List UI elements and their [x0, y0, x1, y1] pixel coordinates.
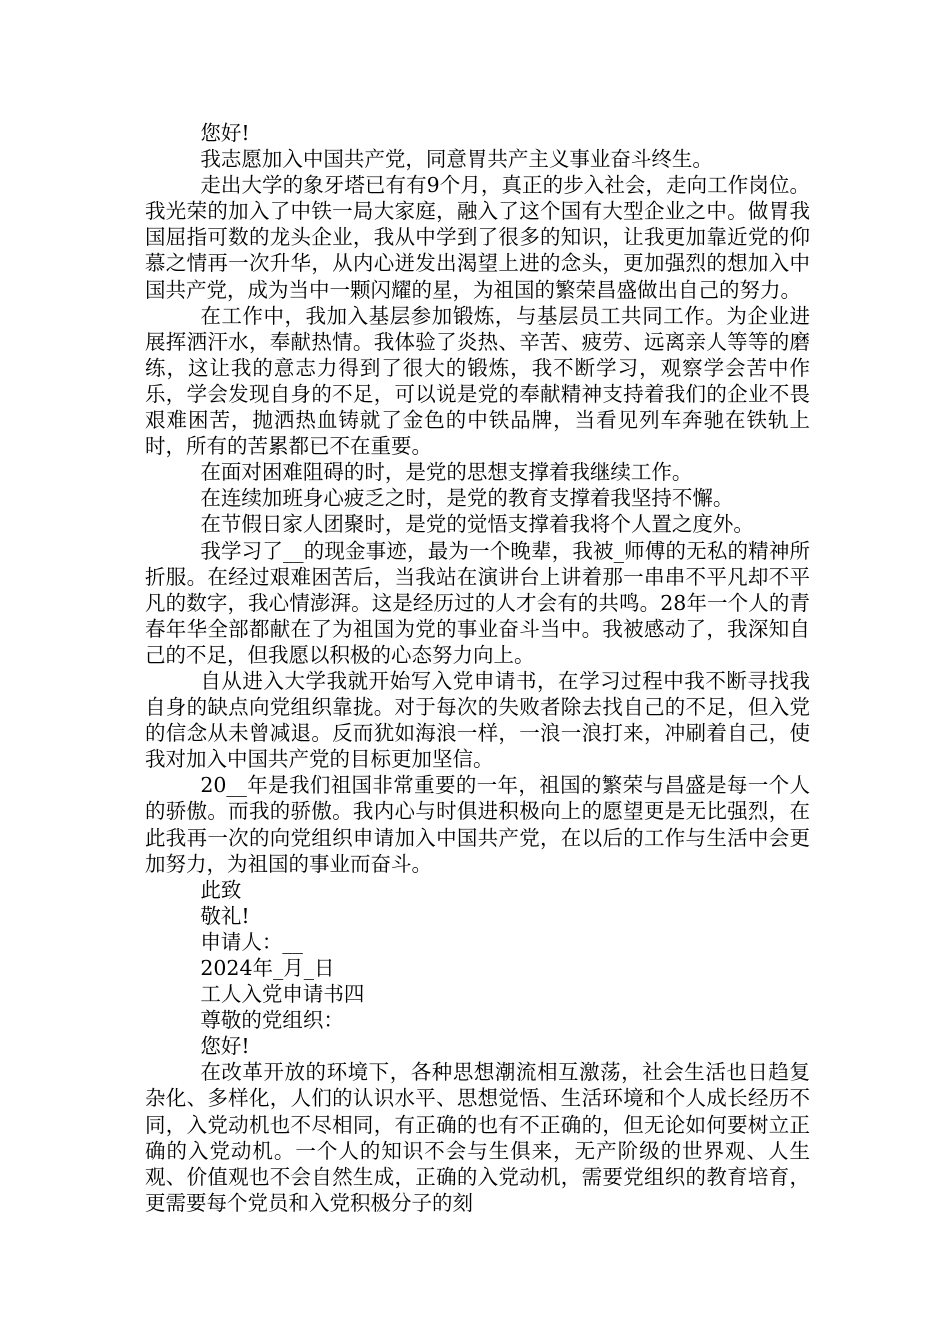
applicant-line: 申请人：__: [200, 929, 303, 954]
date-line: 2024年_月_日: [200, 956, 335, 980]
pledge-paragraph: 我志愿加入中国共产党，同意胃共产主义事业奋斗终生。: [200, 147, 713, 172]
closing-regards: 敬礼!: [200, 903, 250, 928]
body-paragraph: 在工作中，我加入基层参加锻炼，与基层员工共同工作。为企业进展挥洒汗水，奉献热情。我体验了炎热、辛苦、疲劳、远离亲人等等的磨练，这让我的意志力得到了很大的锻炼，我不断学习，观察学会苦中作乐，学会发现自身的不足，可以说是党的奉献精神支持着我们的企业不畏艰难困苦，抛洒热血铸就了金色的中铁品牌，当看见列车奔驰在铁轨上时，所有的苦累都已不在重要。: [145, 303, 810, 459]
body-paragraph: 在改革开放的环境下，各种思想潮流相互激荡，社会生活也日趋复杂化、多样化，人们的认识水平、思想觉悟、生活环境和个人成长经历不同，入党动机也不尽相同，有正确的也有不正确的，但无论如何要树立正确的入党动机。一个人的知识不会与生俱来，无产阶级的世界观、人生观、价值观也不会自然生成，正确的入党动机，需要党组织的教育培育，更需要每个党员和入党积极分子的刻: [145, 1060, 810, 1215]
document-page: [145, 120, 810, 1216]
greeting: 您好!: [200, 1034, 250, 1059]
body-paragraph: 自从进入大学我就开始写入党申请书，在学习过程中我不断寻找我自身的缺点向党组织靠拢。对于每次的失败者除去找自己的不足，但入党的信念从未曾减退。反而犹如海浪一样，一浪一浪打来，冲刷着自己，使我对加入中国共产党的目标更加坚信。: [145, 668, 810, 772]
greeting: 您好!: [200, 121, 250, 145]
body-paragraph: 在节假日家人团聚时，是党的觉悟支撑着我将个人置之度外。: [200, 512, 754, 537]
body-paragraph: 走出大学的象牙塔已有有9个月，真正的步入社会，走向工作岗位。我光荣的加入了中铁一局大家庭，融入了这个国有大型企业之中。做胃我国屈指可数的龙头企业，我从中学到了很多的知识，让我更加靠近党的仰慕之情再一次升华，从内心迸发出渴望上进的念头，更加强烈的想加入中国共产党，成为当中一颗闪耀的星，为祖国的繁荣昌盛做出自己的努力。: [145, 173, 810, 302]
body-paragraph: 在面对困难阻碍的时，是党的思想支撑着我继续工作。: [200, 460, 693, 485]
body-paragraph: 20__年是我们祖国非常重要的一年，祖国的繁荣与昌盛是每一个人的骄傲。而我的骄傲。我内心与时俱进积极向上的愿望更是无比强烈，在此我再一次的向党组织申请加入中国共产党，在以后的工作与生活中会更加努力，为祖国的事业而奋斗。: [145, 773, 810, 876]
closing-salutation: 此致: [200, 877, 242, 902]
body-paragraph: 在连续加班身心疲乏之时，是党的教育支撑着我坚持不懈。: [200, 486, 734, 511]
salutation: 尊敬的党组织：: [200, 1008, 344, 1033]
body-paragraph: 我学习了__的现金事迹，最为一个晚辈，我被_师傅的无私的精神所折服。在经过艰难困苦后，当我站在演讲台上讲着那一串串不平凡却不平凡的数字，我心情澎湃。这是经历过的人才会有的共鸣。28年一个人的青春年华全部都献在了为祖国为党的事业奋斗当中。我被感动了，我深知自己的不足，但我愿以积极的心态努力向上。: [145, 538, 810, 667]
section-title: 工人入党申请书四: [200, 982, 365, 1007]
